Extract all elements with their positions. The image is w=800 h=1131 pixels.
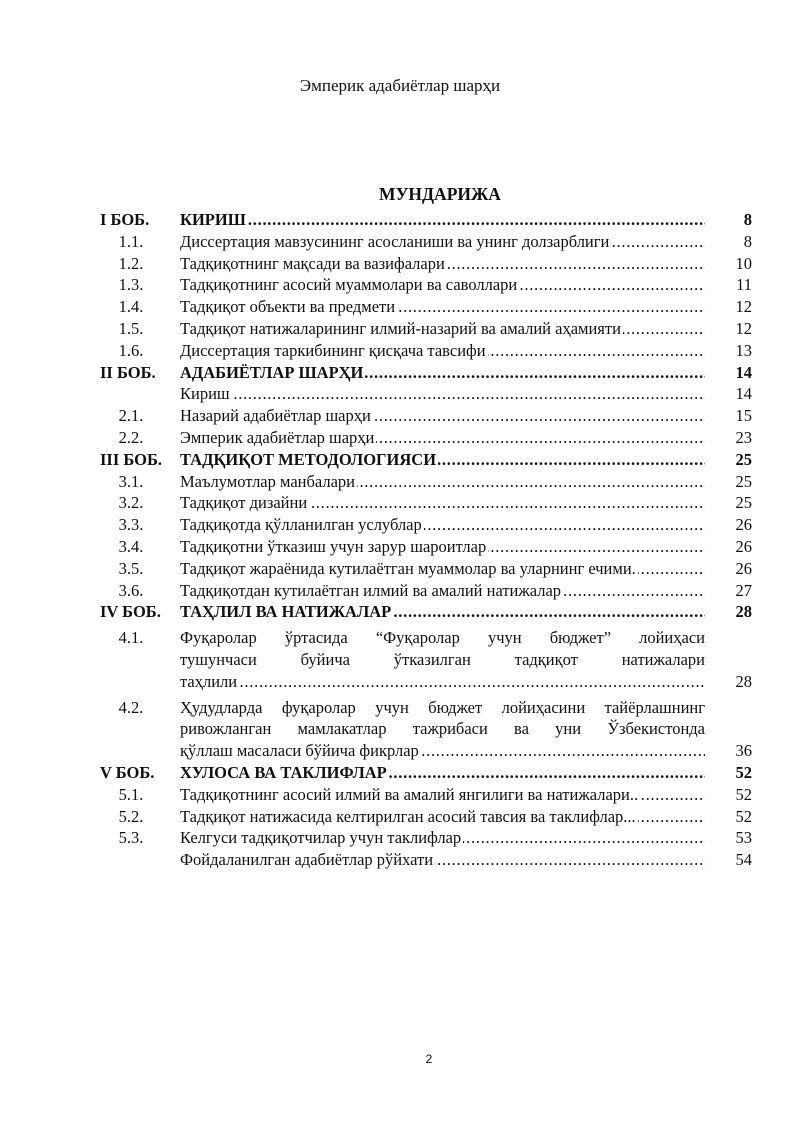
toc-entry-title: [180, 601, 705, 623]
toc-entry-title-text: Тадқиқот натижасида келтирилган асосий тавсия ва таклифлар...: [180, 806, 636, 826]
toc-row: [82, 827, 752, 849]
toc-entry-number: 1.2.: [118, 253, 144, 273]
toc-title: МУНДАРИЖА: [379, 184, 501, 204]
toc-row: [82, 558, 752, 580]
toc-entry-title-text: Тадқиқотнинг асосий муаммолари ва саволлари: [180, 275, 518, 295]
toc-entry-title: [180, 849, 705, 871]
toc-row: [82, 231, 752, 253]
toc-entry-number: 1.4.: [118, 297, 144, 317]
toc-entry-title-text: ТАДҚИҚОТ МЕТОДОЛОГИЯСИ: [180, 449, 437, 469]
toc-entry-title-text: Тадқиқот натижаларининг илмий-назарий ва амалий аҳамияти: [180, 318, 621, 338]
toc-row: [82, 580, 752, 602]
toc-entry-title-text: Назарий адабиётлар шарҳи: [180, 406, 371, 426]
toc-entry-title: [180, 340, 705, 362]
toc-entry-title-text: Тадқиқот объекти ва предмети: [180, 297, 396, 317]
toc-entry-title: [180, 627, 705, 692]
toc-entry-number: 1.3.: [118, 275, 144, 295]
toc-entry-number: 3.3.: [118, 515, 144, 535]
toc-entry-page: 14: [735, 384, 752, 404]
toc-entry-page: 52: [735, 762, 752, 782]
toc-entry-title: [180, 514, 705, 536]
toc-entry-title: [180, 762, 705, 784]
toc-entry-title-line: қўллаш масаласи бўйича фикрлар . . .: [180, 740, 705, 762]
toc-entry-page: 52: [735, 784, 752, 804]
toc-entry-title-text: Тадқиқотнинг мақсади ва вазифалари: [180, 253, 445, 273]
toc-entry-title: [180, 405, 705, 427]
toc-entry-page: 25: [735, 493, 752, 513]
toc-entry-page: 52: [735, 806, 752, 826]
toc-entry-title: [180, 318, 705, 340]
toc-entry-title: [180, 697, 705, 762]
toc-entry-number: I БОБ.: [100, 210, 150, 229]
toc-entry-title: [180, 558, 705, 580]
toc-chapter-row: [82, 601, 752, 627]
toc-entry-title: [180, 383, 705, 405]
toc-entry-title: [180, 253, 705, 275]
toc-entry-number: 1.6.: [118, 340, 144, 360]
toc-row: [82, 784, 752, 806]
toc-entry-page: 14: [735, 362, 752, 382]
toc-entry-page: 8: [743, 210, 752, 229]
toc-entry-number: 3.4.: [118, 536, 144, 556]
toc-entry-title: [180, 784, 705, 806]
toc-entry-title: [180, 492, 705, 514]
toc-entry-title-text: Тадқиқот жараёнида кутилаётган муаммолар ва уларнинг ечими.: [180, 558, 636, 578]
toc-entry-page: 26: [735, 515, 752, 535]
toc-entry-page: 11: [736, 275, 752, 295]
toc-entry-page: 26: [735, 536, 752, 556]
toc-entry-title: [180, 427, 705, 449]
toc-row: [82, 405, 752, 427]
toc-entry-title-text: Келгуси тадқиқотчилар учун таклифлар: [180, 828, 462, 848]
toc-entry-title-text: Тадқиқотни ўтказиш учун зарур шароитлар: [180, 536, 487, 556]
toc-entry-page: 25: [735, 449, 752, 469]
toc-entry-page: 25: [735, 471, 752, 491]
toc-entry-title-text: Тадқиқот дизайни: [180, 493, 308, 513]
toc-chapter-row: [82, 449, 752, 471]
toc-entry-page: 13: [735, 340, 752, 360]
toc-entry-number: 4.1.: [118, 628, 144, 648]
toc-entry-number: 5.2.: [118, 806, 144, 826]
toc-entry-page: 53: [735, 828, 752, 848]
toc-entry-title-text: КИРИШ: [180, 210, 246, 229]
toc-entry-title: [180, 274, 705, 296]
toc-row: [82, 427, 752, 449]
toc-entry-number: IV БОБ.: [100, 602, 161, 622]
toc-entry-page: 36: [735, 741, 752, 761]
toc-entry-number: 3.1.: [118, 471, 144, 491]
toc-row: [82, 492, 752, 514]
toc-entry-number: 3.2.: [118, 493, 144, 513]
toc-entry-title-text: Тадқиқотнинг асосий илмий ва амалий янгилиги ва натижалари..: [180, 784, 639, 804]
toc-entry-page: 23: [735, 427, 752, 447]
toc-entry-page: 8: [743, 231, 752, 251]
toc-entry-title-text: ХУЛОСА ВА ТАКЛИФЛАР: [180, 762, 387, 782]
toc-entry-page: 12: [735, 297, 752, 317]
toc-entry-page: 28: [735, 602, 752, 622]
toc-row: [82, 806, 752, 828]
table-of-contents: [82, 209, 752, 871]
toc-row: [82, 318, 752, 340]
toc-entry-number: 2.2.: [118, 427, 144, 447]
toc-entry-title: [180, 449, 705, 471]
toc-row: [82, 471, 752, 493]
toc-entry-number: 1.5.: [118, 318, 144, 338]
toc-entry-title-text: Кириш: [180, 384, 230, 404]
toc-entry-title-text: АДАБИЁТЛАР ШАРҲИ: [180, 362, 364, 382]
toc-entry-title-line: Ҳудудларда фуқаролар учун бюджет лойиҳасини тайёрлашнинг: [180, 697, 705, 717]
toc-entry-page: 10: [735, 253, 752, 273]
toc-entry-title: [180, 827, 705, 849]
toc-entry-title-text: ТАҲЛИЛ ВА НАТИЖАЛАР: [180, 602, 392, 622]
toc-row: [82, 340, 752, 362]
toc-entry-title-text: Эмперик адабиётлар шарҳи: [180, 427, 375, 447]
toc-entry-number: 5.1.: [118, 784, 144, 804]
toc-row: [82, 627, 752, 696]
toc-entry-page: 12: [735, 318, 752, 338]
toc-entry-title-text: Тадқиқотда қўлланилган услублар: [180, 515, 422, 535]
toc-entry-title: [180, 296, 705, 318]
toc-row: [82, 697, 752, 762]
toc-entry-number: 1.1.: [118, 231, 144, 251]
toc-entry-page: 26: [735, 558, 752, 578]
toc-entry-page: 54: [735, 850, 752, 870]
toc-entry-number: II БОБ.: [100, 362, 156, 382]
toc-entry-title-line: Фуқаролар ўртасида “Фуқаролар учун бюджет” лойиҳаси: [180, 628, 705, 648]
toc-entry-title: [180, 231, 705, 253]
toc-entry-number: 3.6.: [118, 580, 144, 600]
toc-chapter-row: [82, 209, 752, 231]
toc-row: [82, 296, 752, 318]
toc-entry-title-line: ривожланган мамлакатлар тажрибаси ва уни Ўзбекистонда: [180, 719, 705, 739]
toc-entry-number: 5.3.: [118, 828, 144, 848]
toc-entry-title: [180, 471, 705, 493]
toc-entry-title-text: Диссертация мавзусининг асосланиши ва унинг долзарблиги: [180, 231, 610, 251]
toc-entry-title: [180, 362, 705, 384]
toc-row: [82, 536, 752, 558]
toc-row: [82, 514, 752, 536]
toc-row: [82, 253, 752, 275]
toc-entry-title-text: Диссертация таркибининг қисқача тавсифи: [180, 340, 486, 360]
toc-chapter-row: [82, 362, 752, 384]
toc-entry-number: 4.2.: [118, 697, 144, 717]
toc-row: [82, 383, 752, 405]
toc-entry-title: [180, 806, 705, 828]
toc-entry-page: 28: [735, 671, 752, 691]
toc-entry-number: V БОБ.: [100, 762, 155, 782]
toc-entry-title: [180, 536, 705, 558]
toc-entry-number: 3.5.: [118, 558, 144, 578]
toc-entry-title-text: Маълумотлар манбалари: [180, 471, 355, 491]
toc-entry-title-line: таҳлили . . .: [180, 671, 705, 693]
toc-entry-number: 2.1.: [118, 406, 144, 426]
toc-entry-number: III БОБ.: [100, 449, 163, 469]
toc-entry-page: 27: [735, 580, 752, 600]
toc-entry-page: 15: [735, 406, 752, 426]
page-number: 2: [425, 1052, 433, 1066]
running-header: Эмперик адабиётлар шарҳи: [299, 76, 501, 95]
toc-row: [82, 274, 752, 296]
toc-entry-title: [180, 209, 705, 231]
toc-entry-title-text: Тадқиқотдан кутилаётган илмий ва амалий натижалар: [180, 580, 562, 600]
toc-entry-title: [180, 580, 705, 602]
toc-row: [82, 849, 752, 871]
toc-entry-title-text: Фойдаланилган адабиётлар рўйхати: [180, 850, 434, 870]
toc-chapter-row: [82, 762, 752, 784]
toc-entry-title-line: тушунчаси буйича ўтказилган тадқиқот натижалари: [180, 649, 705, 669]
